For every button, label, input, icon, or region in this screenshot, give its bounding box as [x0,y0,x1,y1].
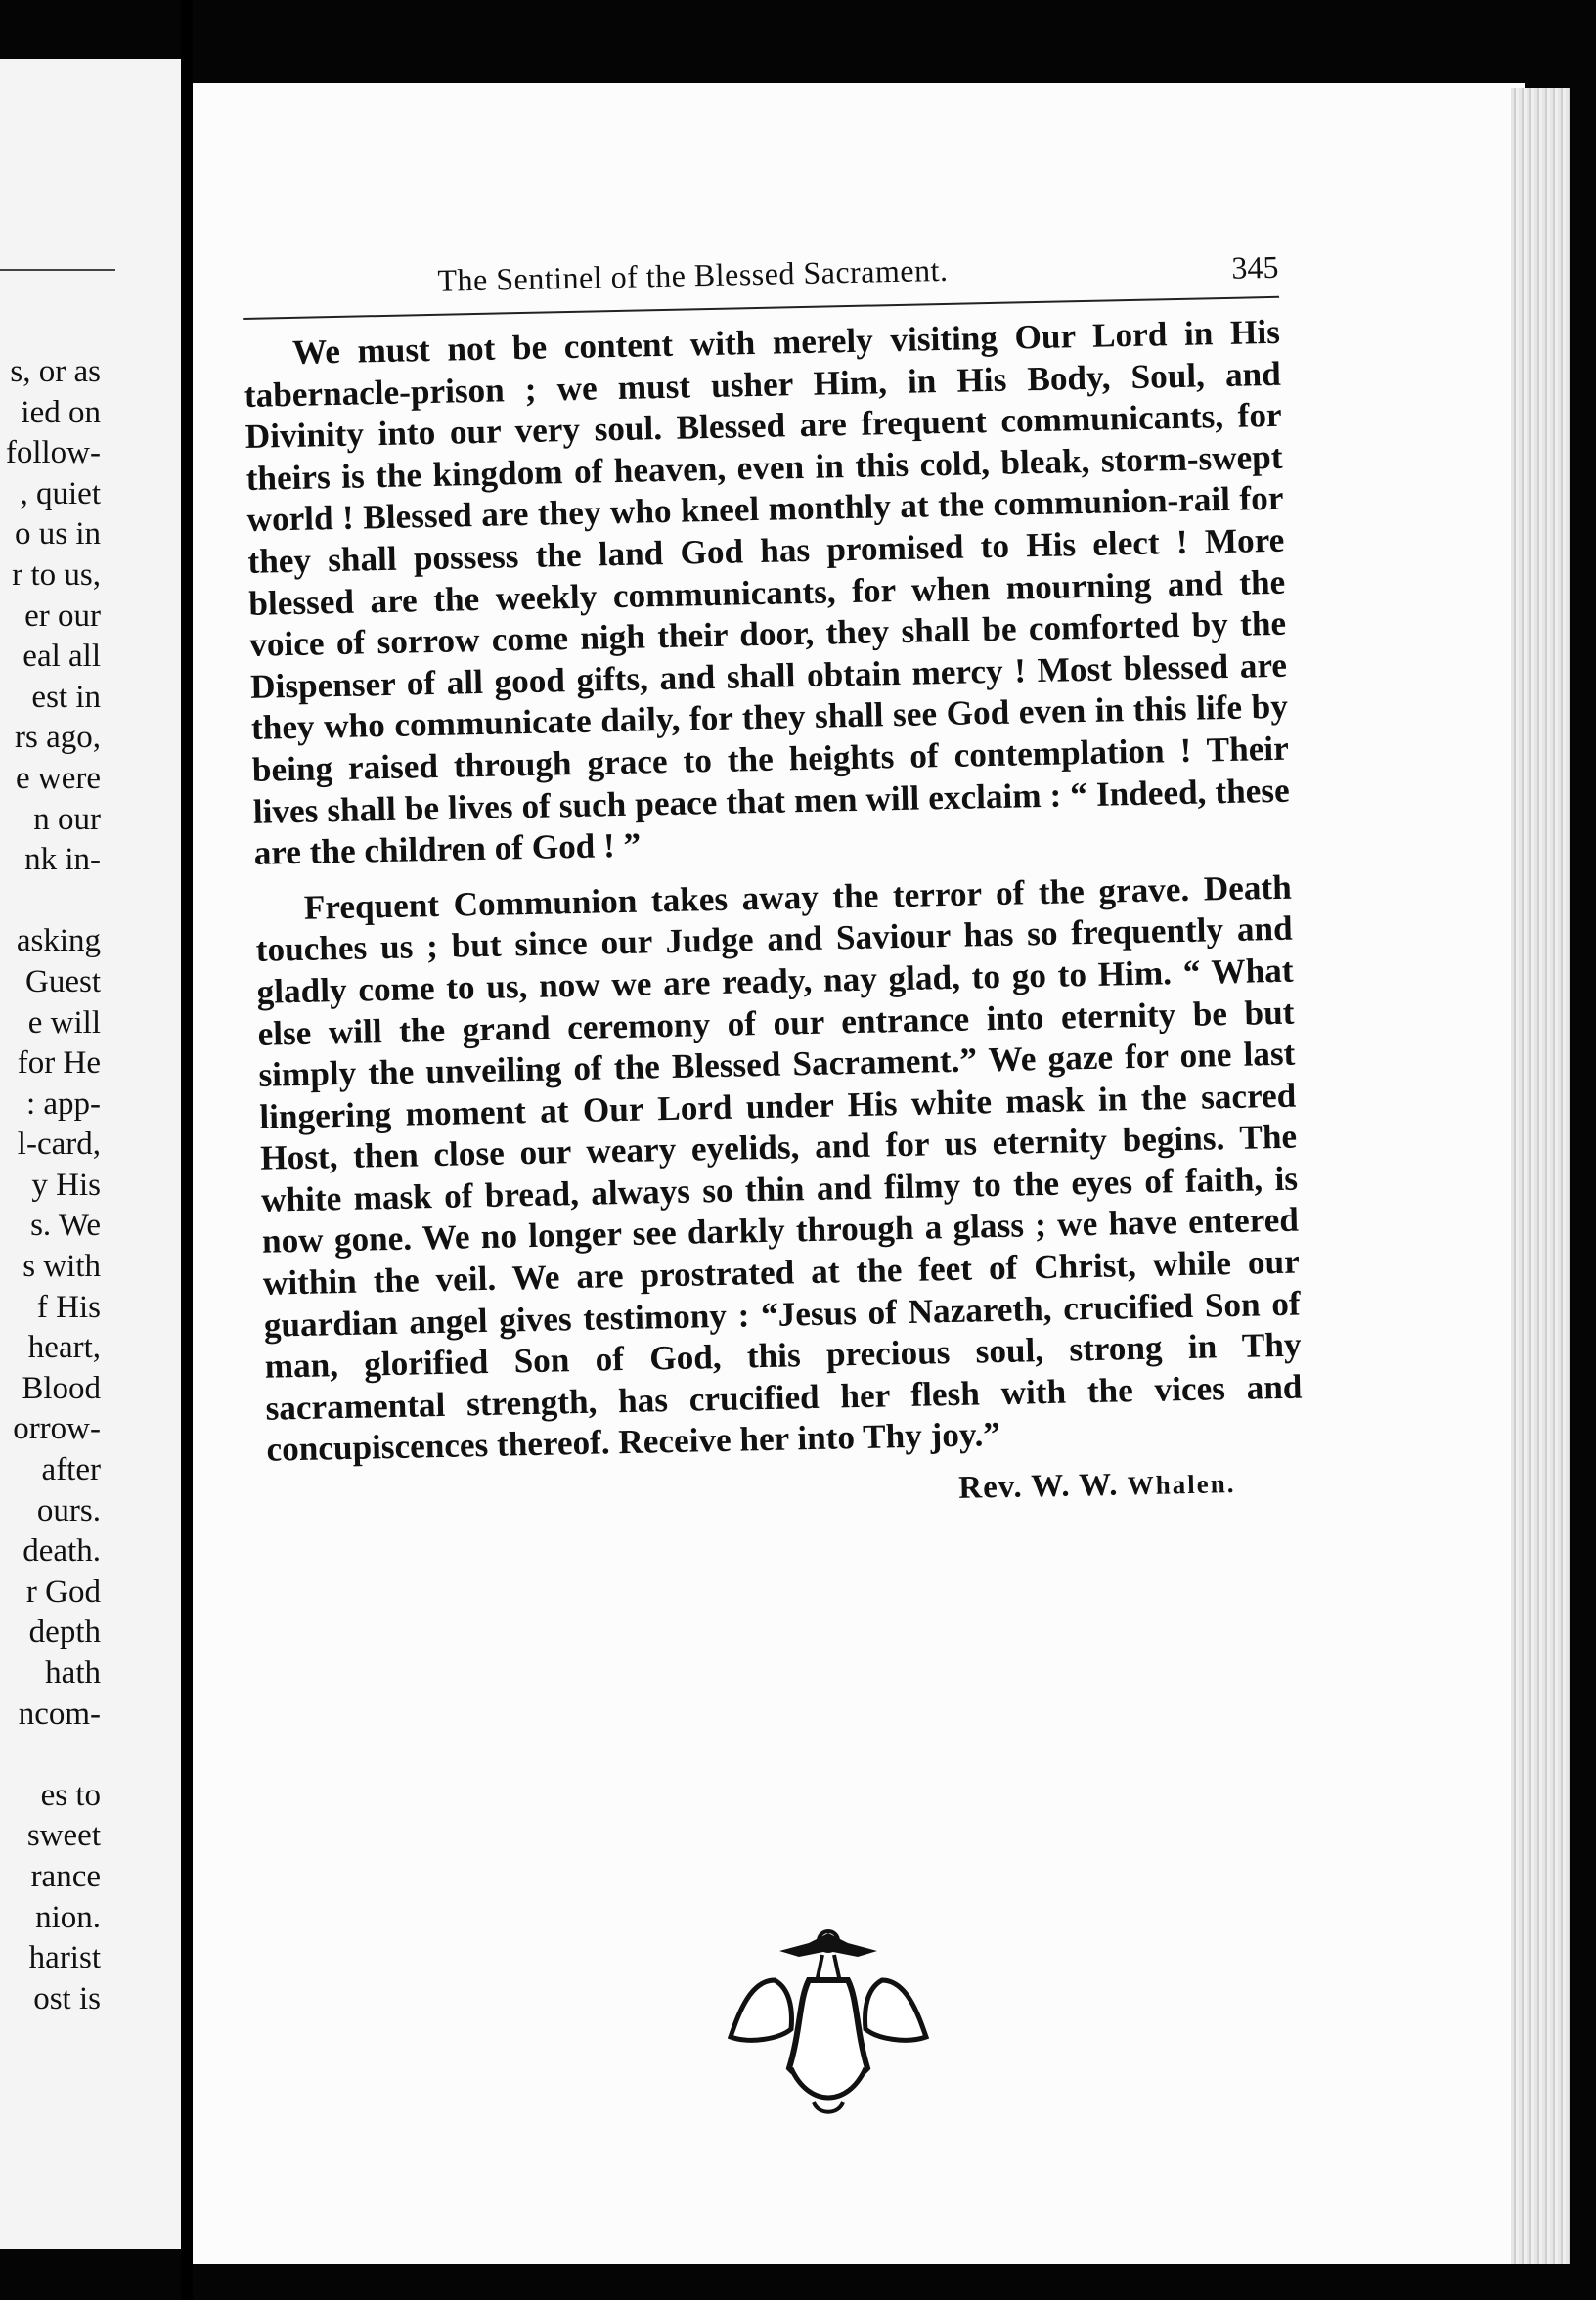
left-page-line: e were [15,760,101,796]
left-page-line: eal all [22,639,101,675]
left-page-line: er our [24,597,101,634]
left-page-line: est in [31,679,101,715]
left-page-line: after [41,1452,101,1488]
left-page-line: Guest [25,963,101,999]
paragraph-1: We must not be content with merely visiting Our Lord in His tabernacle-prison ; we must usher Him, in His Body, Soul, and Divinity into our very soul. Blessed are frequent communicants, for theirs is the kingdom of heaven, even in this cold, bleak, storm-swept world ! Blessed are they who kneel monthly at the communion-rail for they shall possess the land God has promised to His elect ! More blessed are the weekly communicants, for when mourning and the voice of sorrow come nigh their door, they shall be comforted by the Dispenser of all good gifts, and shall obtain mercy ! Most blessed are they who communicate daily, for they shall see God even in this life by being raised through grace to the heights of contemplation ! Their lives shall be lives of such peace that men will exclaim : “ Indeed, these are the children of God ! ” [244,312,1291,872]
page-edges [1511,88,1570,2264]
left-page-line: orrow- [13,1411,101,1447]
left-page-line: for He [17,1045,101,1082]
left-page-line: : app- [25,1085,101,1122]
left-page-line: e will [27,1004,101,1040]
left-page-line: f His [36,1289,101,1325]
left-page-line: ost is [33,1980,101,2016]
left-page-line: rs ago, [15,720,101,756]
left-page-line: s with [22,1249,101,1285]
left-page [0,59,181,2249]
book-gutter [181,0,193,2300]
left-page-line: harist [28,1940,101,1976]
author-signature [267,1464,1305,1522]
right-page [193,83,1525,2264]
signature-surname: Whalen. [1127,1469,1236,1501]
left-page-line: es to [40,1777,101,1813]
left-page-line: ncom- [18,1696,101,1732]
left-page-line: n our [33,801,101,837]
left-page-line [6,1735,101,1776]
left-page-line: r to us, [12,556,101,593]
running-header [242,238,1279,320]
page-content [242,238,1305,1522]
left-page-line: nk in- [24,842,101,878]
running-title: The Sentinel of the Blessed Sacrament. [437,251,949,298]
left-page-line: nion. [35,1899,101,1935]
left-page-line: o us in [14,516,101,553]
bells-ornament-icon [721,1922,936,2127]
left-page-line: rance [30,1858,101,1894]
left-page-line [6,881,101,922]
page-number: 345 [1231,248,1279,286]
left-page-line: s. We [30,1208,101,1244]
left-page-line: s, or as [10,354,101,389]
left-page-line: ied on [21,394,101,430]
signature-prefix: Rev. W. W. [957,1467,1129,1506]
left-page-line: , quiet [20,475,101,511]
left-page-line: y His [31,1167,101,1203]
left-page-line: follow- [5,435,101,471]
left-page-text [6,352,101,2019]
left-page-rule [0,269,115,271]
left-page-line: ours. [36,1492,101,1528]
left-page-line: depth [28,1614,101,1651]
left-page-line: l-card, [17,1127,101,1163]
left-page-line: sweet [26,1818,101,1854]
left-page-line: heart, [27,1330,101,1366]
left-page-line: Blood [22,1370,101,1406]
article-body [244,312,1304,1472]
left-page-line: asking [16,923,101,959]
left-page-line: r God [25,1573,101,1610]
left-page-line: death. [22,1533,101,1570]
left-page-line: hath [45,1656,101,1691]
paragraph-2: Frequent Communion takes away the terror of the grave. Death touches us ; but since our Judge and Saviour has so frequently and gladly come to us, now we are ready, nay glad, to go to Him. “ What else will the grand ceremony of our entrance into eternity be but simply the unveiling of the Blessed Sacrament.” We gaze for one last lingering moment at Our Lord under His white mask in the sacred Host, then close our weary eyelids, and for us eternity begins. The white mask of bread, always so thin and filmy to the eyes of faith, is now gone. We no longer see darkly through a glass ; we have entered within the veil. We are prostrated at the feet of Christ, while our guardian angel gives testimony : “Jesus of Nazareth, crucified Son of man, glorified Son of God, this precious soul, strong in Thy sacramental strength, has crucified her flesh with the vices and concupiscences thereof. Receive her into Thy joy.” [255,867,1303,1470]
